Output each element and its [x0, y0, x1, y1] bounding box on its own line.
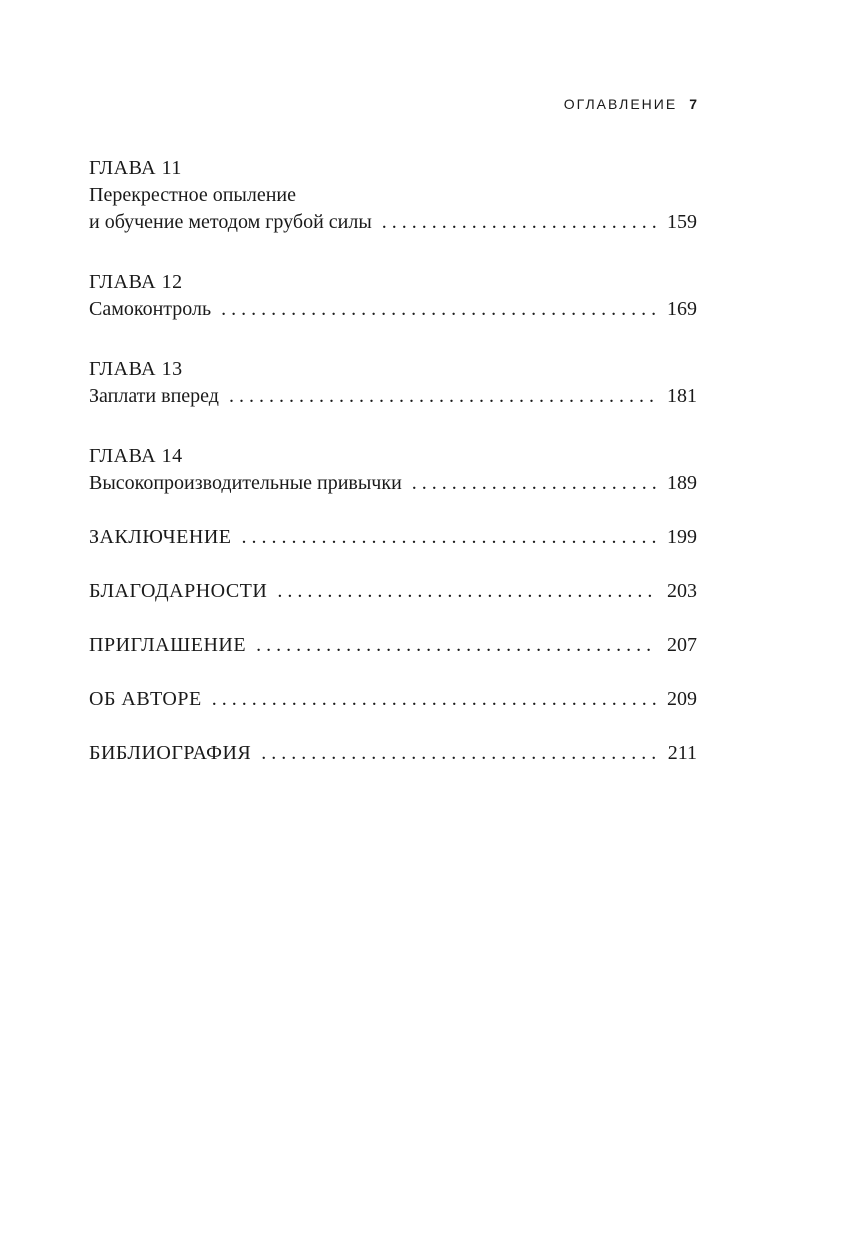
page-ref: 199 — [667, 526, 697, 548]
page-ref: 169 — [667, 298, 697, 320]
page-number: 7 — [689, 96, 697, 112]
page-ref: 203 — [667, 580, 697, 602]
toc-entry-bibliography[interactable] — [89, 740, 697, 767]
page-ref: 159 — [667, 211, 697, 233]
chapter-title-line: Перекрестное опыление — [89, 184, 297, 206]
page-ref: 211 — [667, 742, 697, 764]
toc-entry-conclusion[interactable] — [89, 524, 697, 551]
section-title: БЛАГОДАРНОСТИ — [89, 580, 268, 602]
toc-line — [89, 296, 697, 323]
dot-leader — [212, 686, 657, 713]
chapter-title-line: и обучение методом грубой силы — [89, 211, 372, 233]
dot-leader — [229, 383, 657, 410]
toc-line — [89, 209, 697, 236]
toc-entry-chapter-11[interactable] — [89, 155, 697, 236]
chapter-label: ГЛАВА 14 — [89, 445, 183, 467]
toc-line — [89, 740, 697, 767]
running-head-title: ОГЛАВЛЕНИЕ — [563, 96, 678, 112]
chapter-title: Заплати вперед — [89, 385, 219, 407]
toc-line — [89, 632, 697, 659]
chapter-label: ГЛАВА 12 — [89, 271, 183, 293]
toc-line — [89, 383, 697, 410]
chapter-title: Высокопроизводительные привычки — [89, 472, 402, 494]
dot-leader — [221, 296, 657, 323]
section-title: ОБ АВТОРЕ — [89, 688, 202, 710]
toc-line — [89, 686, 697, 713]
toc-entry-about-author[interactable] — [89, 686, 697, 713]
section-title: ПРИГЛАШЕНИЕ — [89, 634, 247, 656]
table-of-contents — [89, 155, 697, 767]
toc-entry-chapter-13[interactable] — [89, 356, 697, 410]
toc-entry-chapter-12[interactable] — [89, 269, 697, 323]
dot-leader — [261, 740, 657, 767]
chapter-label: ГЛАВА 11 — [89, 157, 182, 179]
toc-entry-acknowledgements[interactable] — [89, 578, 697, 605]
page-ref: 209 — [667, 688, 697, 710]
page-ref: 189 — [667, 472, 697, 494]
toc-line — [89, 470, 697, 497]
toc-line — [89, 578, 697, 605]
chapter-label: ГЛАВА 13 — [89, 358, 183, 380]
dot-leader — [241, 524, 657, 551]
dot-leader — [256, 632, 657, 659]
section-title: ЗАКЛЮЧЕНИЕ — [89, 526, 232, 548]
dot-leader — [412, 470, 657, 497]
section-title: БИБЛИОГРАФИЯ — [89, 742, 252, 764]
running-head — [564, 96, 697, 112]
toc-line — [89, 524, 697, 551]
page-ref: 207 — [667, 634, 697, 656]
dot-leader — [277, 578, 657, 605]
toc-entry-invitation[interactable] — [89, 632, 697, 659]
chapter-title: Самоконтроль — [89, 298, 212, 320]
toc-entry-chapter-14[interactable] — [89, 443, 697, 497]
page-ref: 181 — [667, 385, 697, 407]
dot-leader — [382, 209, 657, 236]
